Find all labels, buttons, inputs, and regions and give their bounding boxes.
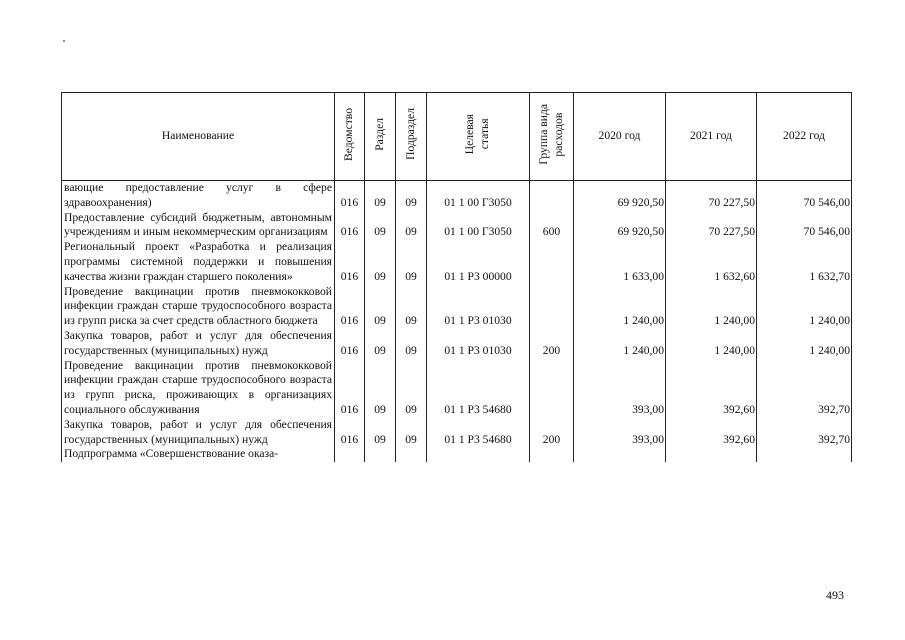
expense-group-cell: 600: [530, 211, 574, 241]
dept-cell: 016: [335, 211, 365, 241]
header-2020: 2020 год: [574, 93, 666, 181]
row-name-cell: Предоставление субсидий бюджетным, автономным учреждениям и иным некоммерческим организациям: [62, 211, 335, 241]
value-2022-cell: 1 240,00: [757, 329, 852, 359]
dept-cell: 016: [335, 359, 365, 418]
section-cell: [365, 447, 396, 462]
table-row: [62, 447, 852, 462]
header-2021: 2021 год: [666, 93, 757, 181]
value-2022-cell: 392,70: [757, 359, 852, 418]
dept-cell: 016: [335, 418, 365, 448]
row-name-cell: Закупка товаров, работ и услуг для обеспечения государственных (муниципальных) нужд: [62, 418, 335, 448]
table-row: [62, 181, 852, 211]
value-2020-cell: [574, 447, 666, 462]
subsection-cell: 09: [396, 285, 427, 329]
subsection-cell: 09: [396, 211, 427, 241]
dept-cell: 016: [335, 329, 365, 359]
value-2022-cell: 1 240,00: [757, 285, 852, 329]
target-cell: 01 1 P3 01030: [427, 285, 530, 329]
header-expense-group: Группа вида расходов: [530, 93, 574, 181]
subsection-cell: 09: [396, 418, 427, 448]
section-cell: 09: [365, 359, 396, 418]
value-2021-cell: 392,60: [666, 418, 757, 448]
value-2022-cell: 392,70: [757, 418, 852, 448]
section-cell: 09: [365, 211, 396, 241]
header-target: Целевая статья: [427, 93, 530, 181]
section-cell: 09: [365, 181, 396, 211]
scan-speck: [63, 40, 65, 42]
target-cell: 01 1 P3 01030: [427, 329, 530, 359]
row-name-cell: Закупка товаров, работ и услуг для обеспечения государственных (муниципальных) нужд: [62, 329, 335, 359]
expense-group-cell: [530, 181, 574, 211]
table-header: [62, 93, 852, 181]
value-2020-cell: 1 240,00: [574, 329, 666, 359]
value-2021-cell: 392,60: [666, 359, 757, 418]
header-dept: Ведомство: [335, 93, 365, 181]
target-cell: [427, 447, 530, 462]
value-2022-cell: [757, 447, 852, 462]
value-2020-cell: 393,00: [574, 359, 666, 418]
target-cell: 01 1 00 Г3050: [427, 211, 530, 241]
header-subsection: Подраздел: [396, 93, 427, 181]
target-cell: 01 1 P3 00000: [427, 240, 530, 284]
row-name-cell: вающие предоставление услуг в сфере здравоохранения): [62, 181, 335, 211]
subsection-cell: 09: [396, 359, 427, 418]
target-cell: 01 1 00 Г3050: [427, 181, 530, 211]
expense-group-cell: 200: [530, 418, 574, 448]
dept-cell: 016: [335, 240, 365, 284]
section-cell: 09: [365, 285, 396, 329]
row-name-cell: Проведение вакцинации против пневмококковой инфекции граждан старше трудоспособного возраста из групп риска за счет средств областного бюджета: [62, 285, 335, 329]
budget-table-container: [61, 92, 852, 462]
value-2020-cell: 1 633,00: [574, 240, 666, 284]
value-2021-cell: [666, 447, 757, 462]
table-body: [62, 181, 852, 463]
value-2021-cell: 1 240,00: [666, 329, 757, 359]
section-cell: 09: [365, 240, 396, 284]
value-2020-cell: 1 240,00: [574, 285, 666, 329]
table-row: [62, 240, 852, 284]
target-cell: 01 1 P3 54680: [427, 418, 530, 448]
table-row: [62, 329, 852, 359]
table-row: [62, 418, 852, 448]
expense-group-cell: [530, 285, 574, 329]
value-2021-cell: 1 240,00: [666, 285, 757, 329]
dept-cell: [335, 447, 365, 462]
section-cell: 09: [365, 329, 396, 359]
header-section: Раздел: [365, 93, 396, 181]
expense-group-cell: [530, 359, 574, 418]
value-2021-cell: 70 227,50: [666, 211, 757, 241]
value-2022-cell: 70 546,00: [757, 211, 852, 241]
dept-cell: 016: [335, 181, 365, 211]
expense-group-cell: [530, 447, 574, 462]
table-row: [62, 359, 852, 418]
value-2021-cell: 70 227,50: [666, 181, 757, 211]
header-2022: 2022 год: [757, 93, 852, 181]
header-row: [62, 93, 852, 181]
section-cell: 09: [365, 418, 396, 448]
budget-table: [61, 92, 852, 462]
page-number: 493: [826, 588, 844, 602]
subsection-cell: 09: [396, 329, 427, 359]
dept-cell: 016: [335, 285, 365, 329]
subsection-cell: [396, 447, 427, 462]
expense-group-cell: [530, 240, 574, 284]
subsection-cell: 09: [396, 181, 427, 211]
subsection-cell: 09: [396, 240, 427, 284]
row-name-cell: Региональный проект «Разработка и реализация программы системной поддержки и повышения качества жизни граждан старшего поколения»: [62, 240, 335, 284]
row-name-cell: Проведение вакцинации против пневмококковой инфекции граждан старше трудоспособного возраста из групп риска, проживающих в организациях социального обслуживания: [62, 359, 335, 418]
value-2021-cell: 1 632,60: [666, 240, 757, 284]
value-2022-cell: 1 632,70: [757, 240, 852, 284]
table-row: [62, 211, 852, 241]
value-2020-cell: 393,00: [574, 418, 666, 448]
header-name: Наименование: [62, 93, 335, 181]
value-2020-cell: 69 920,50: [574, 211, 666, 241]
value-2022-cell: 70 546,00: [757, 181, 852, 211]
value-2020-cell: 69 920,50: [574, 181, 666, 211]
table-row: [62, 285, 852, 329]
target-cell: 01 1 P3 54680: [427, 359, 530, 418]
expense-group-cell: 200: [530, 329, 574, 359]
row-name-cell: Подпрограмма «Совершенствование оказа-: [62, 447, 335, 462]
